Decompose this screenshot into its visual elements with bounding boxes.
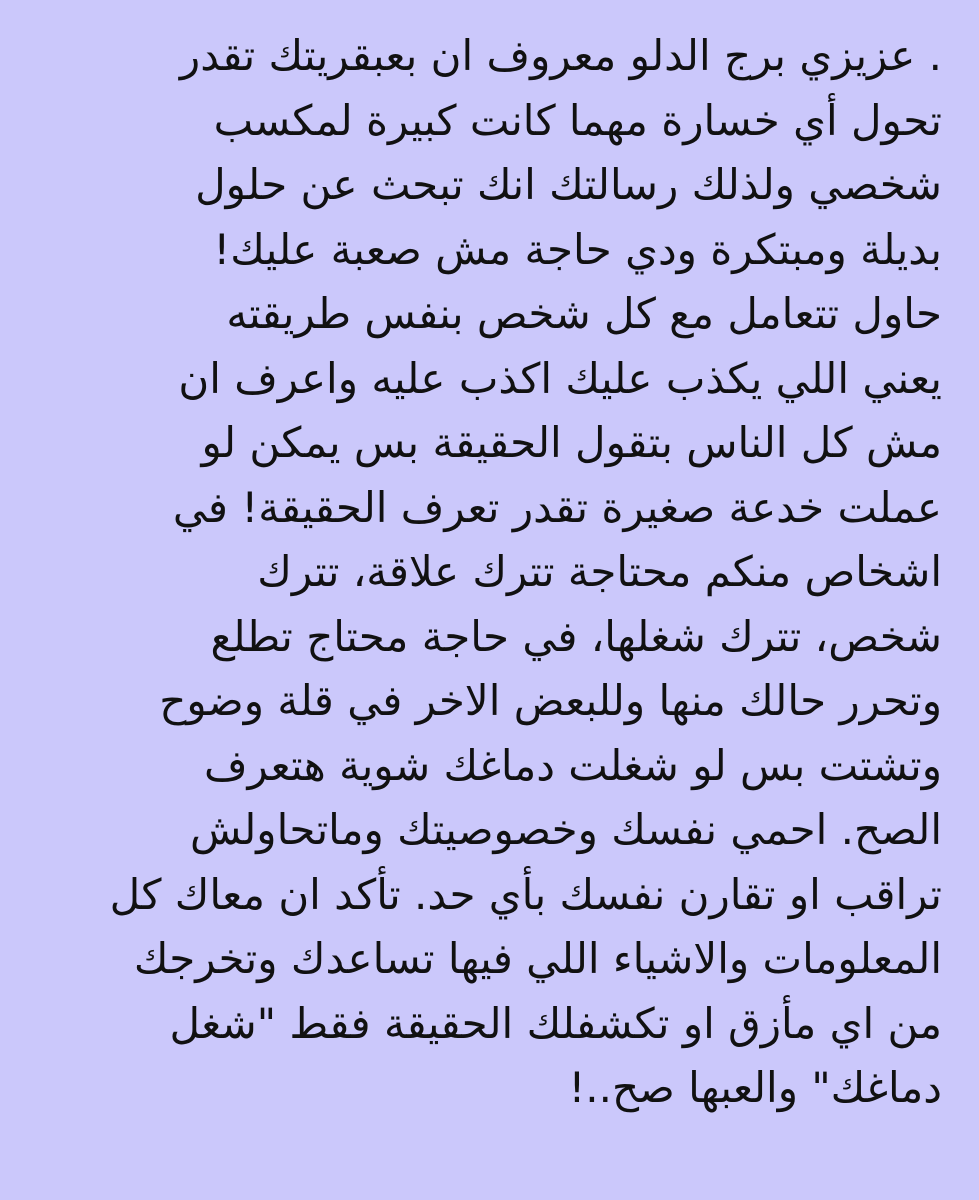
text-line-4: بديلة ومبتكرة ودي حاجة مش صعبة عليك! [213, 224, 942, 274]
text-line-13: الصح. احمي نفسك وخصوصيتك وماتحاولش [189, 805, 942, 854]
horoscope-text [38, 24, 942, 1121]
text-line-5: حاول تتعامل مع كل شخص بنفس طريقته [226, 289, 942, 338]
text-line-15: المعلومات والاشياء اللي فيها تساعدك وتخرجك [133, 934, 942, 983]
text-line-3: شخصي ولذلك رسالتك انك تبحث عن حلول [195, 160, 942, 209]
text-line-7: مش كل الناس بتقول الحقيقة بس يمكن لو [201, 418, 942, 467]
text-line-2: تحول أي خسارة مهما كانت كبيرة لمكسب [213, 95, 942, 145]
text-line-11: وتحرر حالك منها وللبعض الاخر في قلة وضوح [159, 676, 942, 725]
text-line-17: دماغك" والعبها صح..! [568, 1063, 942, 1112]
text-line-14: تراقب او تقارن نفسك بأي حد. تأكد ان معاك كل [109, 869, 942, 919]
text-line-8: عملت خدعة صغيرة تقدر تعرف الحقيقة! في [172, 482, 942, 532]
text-line-16: من اي مأزق او تكشفلك الحقيقة فقط "شغل [169, 998, 942, 1048]
text-line-1: . عزيزي برج الدلو معروف ان بعبقريتك تقدر [179, 31, 942, 80]
text-line-12: وتشتت بس لو شغلت دماغك شوية هتعرف [203, 740, 942, 790]
text-line-9: اشخاص منكم محتاجة تترك علاقة، تترك [257, 547, 942, 596]
text-line-10: شخص، تترك شغلها، في حاجة محتاج تطلع [210, 611, 942, 661]
text-line-6: يعني اللي يكذب عليك اكذب عليه واعرف ان [178, 353, 942, 403]
